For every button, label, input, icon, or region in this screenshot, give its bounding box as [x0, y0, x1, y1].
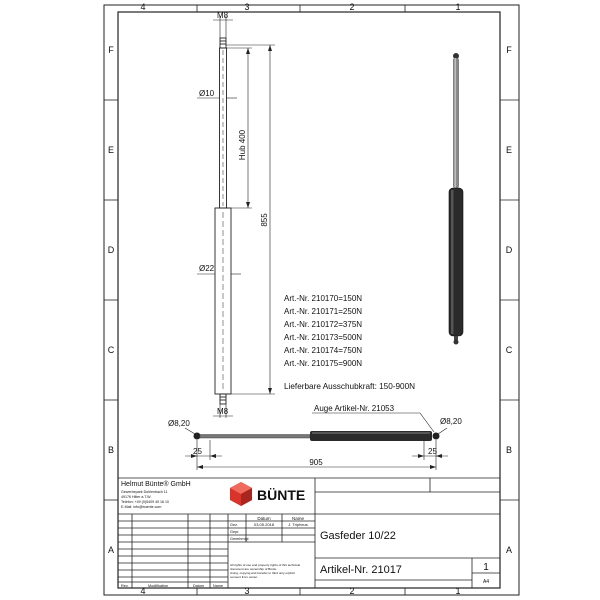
gas-spring-render [449, 53, 463, 345]
dim-hub: Hub 400 [238, 129, 247, 161]
col-label-top: 3 [244, 2, 250, 12]
rights-note: All rights of use and property rights of this technical [230, 563, 300, 567]
col-label-bottom: 2 [349, 586, 355, 596]
article-line: Art.-Nr. 210172=375N [284, 320, 363, 329]
rev-header: Datum [193, 584, 205, 588]
row-label-right: D [505, 245, 513, 255]
dim-m8-top: M8 [217, 11, 229, 20]
article-line: Art.-Nr. 210174=750N [284, 346, 363, 355]
col-label-top: 4 [140, 2, 146, 12]
buente-logo [230, 482, 305, 506]
dim-855: 855 [260, 213, 269, 227]
company-name: Helmut Bünte® GmbH [121, 481, 191, 488]
article-line: Art.-Nr. 210170=150N [284, 294, 363, 303]
dim-d10: Ø10 [199, 89, 215, 98]
article-list [284, 294, 415, 391]
rights-note: consent from owner. [230, 575, 258, 579]
row-label-right: F [506, 45, 512, 55]
col-datum: Datum [257, 516, 271, 521]
title-block-lines [118, 478, 500, 588]
dim-d22: Ø22 [199, 264, 215, 273]
company-address: E-Mail: info@buente.com [121, 505, 162, 509]
row-label-right: A [505, 545, 513, 555]
sheet-number: 1 [483, 562, 489, 573]
dim-905: 905 [309, 458, 323, 467]
company-address: 49176 Hilter a.T.W. [121, 495, 152, 499]
sheet-format: A4 [482, 579, 490, 585]
logo-text: BÜNTE [257, 487, 306, 503]
row-label-left: F [108, 45, 114, 55]
row-label-right: C [505, 345, 513, 355]
col-label-bottom: 1 [455, 586, 461, 596]
rights-note: document are ownership of Bünte. [230, 567, 278, 571]
row-label-left: B [107, 445, 115, 455]
force-note: Lieferbare Ausschubkraft: 150-900N [284, 382, 416, 391]
row-label-left: D [107, 245, 115, 255]
row-gepr: Gepr. [230, 530, 240, 534]
article-number: Artikel-Nr. 21017 [320, 564, 402, 576]
col-label-top: 2 [349, 2, 355, 12]
dim-25-right: 25 [428, 447, 437, 456]
row-gez: Gez. [230, 523, 239, 527]
gas-spring-horizontal [194, 431, 440, 441]
rights-note: Using, copying and transfer to third only explicit [230, 571, 295, 575]
col-name: Name [291, 516, 305, 521]
article-line: Art.-Nr. 210171=250N [284, 307, 363, 316]
rev-header: Name [213, 584, 224, 588]
row-label-left: E [107, 145, 115, 155]
row-label-left: C [107, 345, 115, 355]
col-label-bottom: 4 [140, 586, 146, 596]
row-genehmigt: Genehmigt [230, 537, 249, 541]
company-address: Gewerbepark Dohlenbach 11 [121, 490, 168, 494]
rev-header: Modifikation [148, 584, 169, 588]
article-line: Art.-Nr. 210173=500N [284, 333, 363, 342]
row-label-right: B [505, 445, 513, 455]
row-label-right: E [505, 145, 513, 155]
col-label-bottom: 3 [244, 586, 250, 596]
col-label-top: 1 [455, 2, 461, 12]
company-address: Telefon: +49 (0)5409 40 16 10 [121, 500, 170, 504]
drawing-date: 03.05.2018 [253, 522, 275, 527]
dim-25-left: 25 [193, 447, 202, 456]
drawn-by: J. Tripheus [288, 522, 308, 527]
row-label-left: A [107, 545, 115, 555]
article-line: Art.-Nr. 210175=900N [284, 359, 363, 368]
dim-d820-left: Ø8,20 [168, 419, 190, 428]
dim-d820-right: Ø8,20 [440, 417, 462, 426]
dim-auge: Auge Artikel-Nr. 21053 [314, 404, 395, 413]
dim-m8-bottom: M8 [217, 407, 229, 416]
dimension-texts [199, 11, 269, 416]
gas-spring-vertical [215, 38, 231, 404]
drawing-title: Gasfeder 10/22 [320, 530, 396, 542]
rev-header: Rev. [121, 584, 129, 588]
